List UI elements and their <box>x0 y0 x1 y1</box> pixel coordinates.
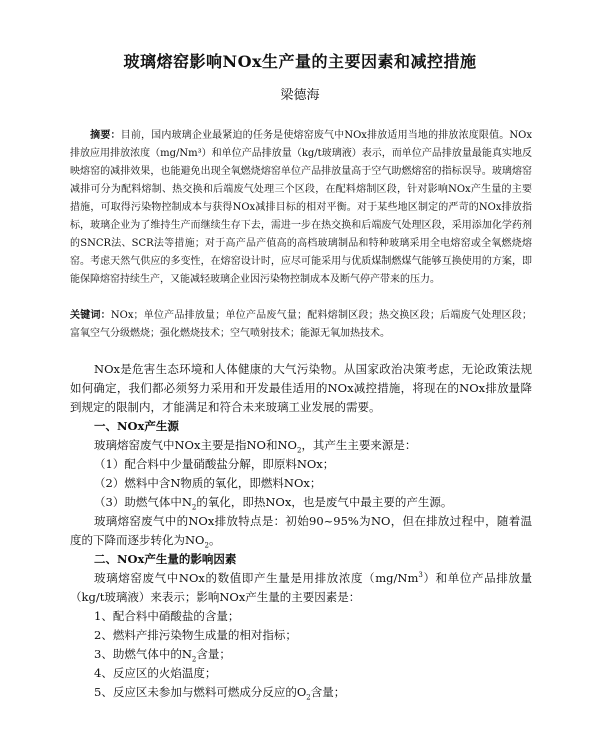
intro-paragraph: NOx是危害生态环境和人体健康的大气污染物。从国家政治决策考虑，无论政策法规如何确定，我们都必须努力采用和开发最佳适用的NOx减控措施，将现在的NOx排放量降到规定的限制内，才能满足和符合未来玻璃工业发展的需要。 <box>70 362 532 414</box>
keywords-label: 关键词： <box>70 310 111 321</box>
section-1-item-2: （2）燃料中含N物质的氧化，即燃料NOx； <box>94 476 322 490</box>
section-2-item-4: 4、反应区的火焰温度； <box>94 666 217 680</box>
section-1-feature-text: 玻璃熔窑废气中的NOx排放特点是：初始90~95%为NO，但在排放过程中，随着温度的下降而逐步转化为NO <box>70 514 532 547</box>
abstract-text: 目前，国内玻璃企业最紧迫的任务是使熔窑废气中NOx排放适用当地的排放浓度限值。NOx排放应用排放浓度（mg/Nm³）和单位产品排放量（kg/t玻璃液）表示，而单位产品排放量最能真实地反映熔窑的减排效果，也能避免出现全氧燃烧熔窑单位产品排放量高于空气助燃熔窑的指标误导。玻璃熔窑减排可分为配料熔制、热交换和后端废气处理三个区段，在配料熔制区段，针对影响NOx产生量的主要措施，可取得污染物控制成本与获得NOx减排目标的相对平衡。对于某些地区制定的严苛的NOx排放指标，玻璃企业为了维持生产而继续生存下去，需进一步在热交换和后端废气处理区段，采用添加化学药剂的SNCR法、SCR法等措施；对于高产品产值高的高档玻璃制品和特种玻璃采用全电熔窑或全氧燃烧熔窑。考虑天然气供应的多变性，在熔窑设计时，应尽可能采用与优质煤制燃煤气能够互换使用的方案，即能保障熔窑持续生产，又能减轻玻璃企业因污染物控制成本及断气停产带来的压力。 <box>70 130 532 285</box>
section-1-item-3-text: （3）助燃气体中N <box>94 495 192 509</box>
subscript: 2 <box>296 446 302 455</box>
subscript: 2 <box>204 541 209 550</box>
section-2-item-1: 1、配合料中硝酸盐的含量； <box>94 609 240 623</box>
section-2-item-3-tail: 含量； <box>196 647 231 661</box>
superscript: 3 <box>418 571 423 580</box>
section-2-item-2: 2、燃料产排污染物生成量的相对指标； <box>94 628 297 642</box>
section-2-item-3-text: 3、助燃气体中的N <box>94 647 192 661</box>
subscript: 2 <box>191 655 197 664</box>
section-2-lead-text: 玻璃熔窑废气中NOx的数值即产生量是用排放浓度（mg/Nm <box>94 571 419 585</box>
section-2-heading: 二、NOx产生量的影响因素 <box>94 552 237 566</box>
section-2-item-5 <box>70 683 532 702</box>
abstract-label: 摘要： <box>90 130 121 141</box>
section-1-item-3 <box>70 493 532 512</box>
section-1-item-3-tail: 的氧化，即热NOx，也是废气中最主要的产生源。 <box>196 495 453 509</box>
subscript: 2 <box>191 503 197 512</box>
section-2-lead <box>70 569 532 607</box>
section-1-lead-tail: ，其产生主要来源是： <box>301 438 417 452</box>
section-1-lead-text: 玻璃熔窑废气中NOx主要是指NO和NO <box>94 438 297 452</box>
section-2-lead-tail: ）和单位产品排放量（kg/t玻璃液）来表示；影响NOx产生量的主要因素是： <box>70 571 533 604</box>
section-1-feature <box>70 512 532 550</box>
subscript: 2 <box>306 693 311 702</box>
section-1-feature-tail: 。 <box>208 533 221 547</box>
keywords-text: NOx；单位产品排放量；单位产品废气量；配料熔制区段；热交换区段；后端废气处理区段；富氧空气分级燃烧；强化燃烧技术；空气喷射技术；能源无氧加热技术。 <box>70 310 533 339</box>
section-1-item-1: （1）配合料中少量硝酸盐分解，即原料NOx； <box>94 457 335 471</box>
paper-title: 玻璃熔窑影响NOx生产量的主要因素和减控措施 <box>123 52 477 71</box>
keywords-block <box>70 307 532 343</box>
author-name: 梁德海 <box>280 88 320 103</box>
section-2-item-3 <box>70 645 532 664</box>
abstract-block <box>70 127 532 289</box>
section-2-item-5-text: 5、反应区未参加与燃料可燃成分反应的O <box>94 685 307 699</box>
section-2-item-5-tail: 含量； <box>310 685 346 699</box>
body-text <box>70 360 532 702</box>
section-1-heading: 一、NOx产生源 <box>94 419 179 433</box>
section-1-lead <box>70 436 532 455</box>
